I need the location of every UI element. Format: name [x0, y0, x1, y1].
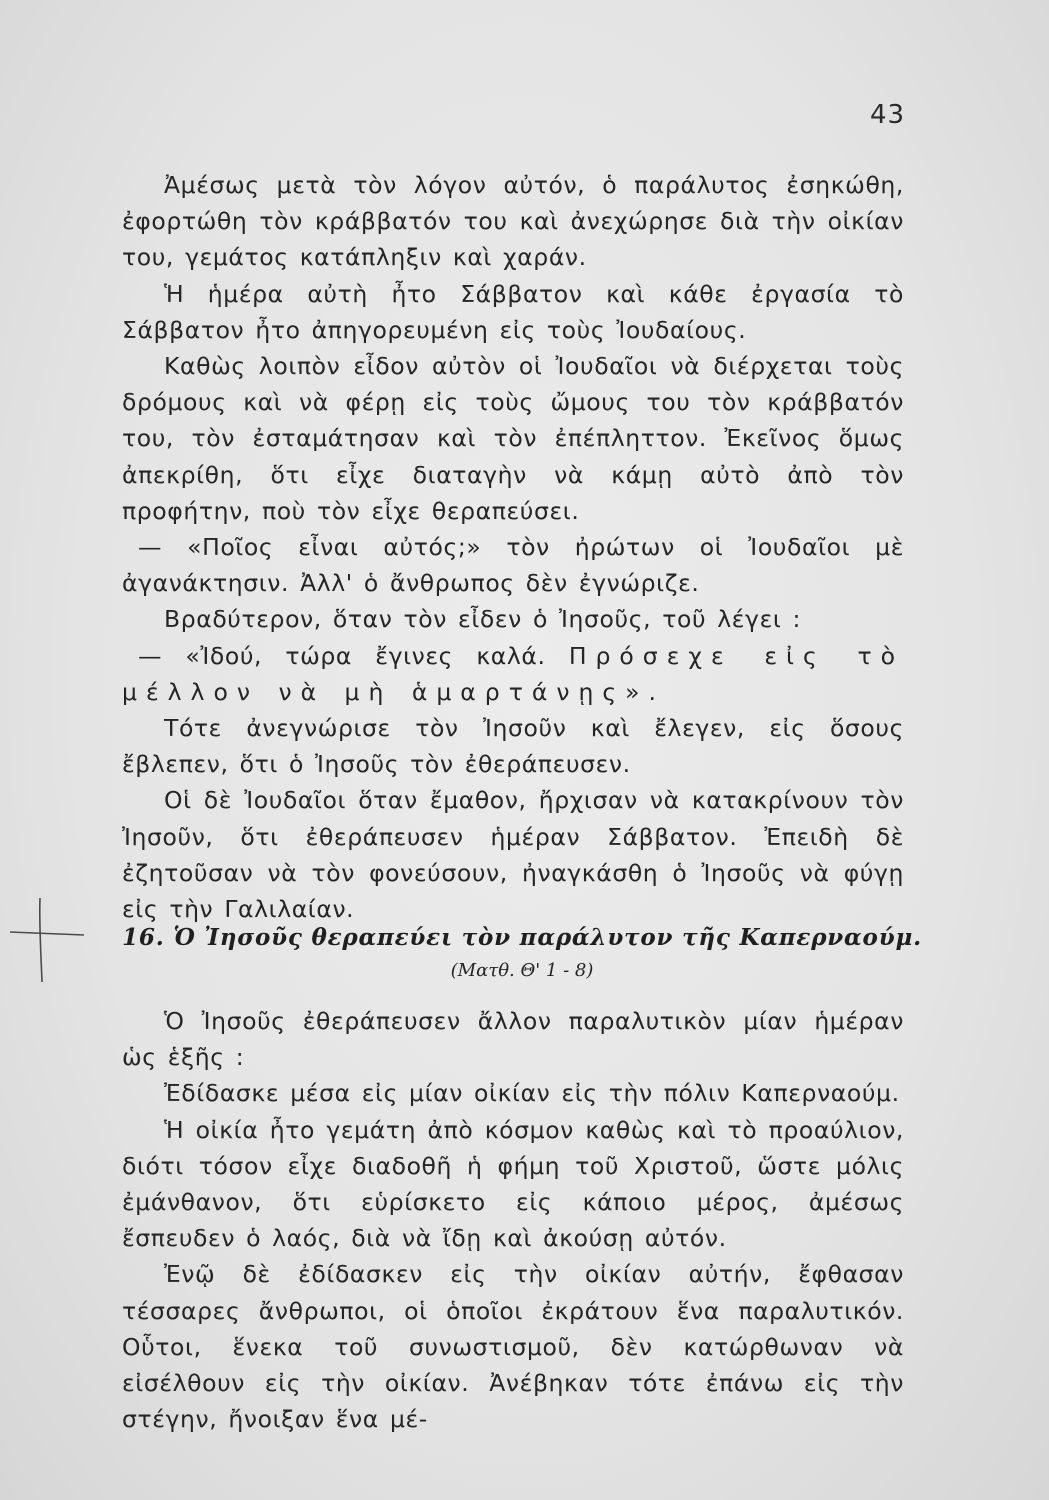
text-block-upper — [122, 167, 904, 927]
dialogue-paragraph — [122, 638, 904, 710]
page-number: 43 — [870, 100, 906, 130]
scripture-reference: (Ματθ. Θ' 1 - 8) — [450, 960, 594, 981]
emphasized-quote-text: Πρόσεχε εἰς τὸ μέλλον νὰ μὴ ἁμαρτάνῃς». — [122, 641, 904, 706]
text-block-lower — [122, 1003, 904, 1437]
section-heading: 16. Ὁ Ἰησοῦς θεραπεύει τὸν παράλυτον τῆς Καπερναούμ. — [122, 924, 922, 951]
quote-text: — «Ἰδού, τώρα ἔγινες καλά. — [138, 641, 546, 670]
pencil-margin-mark-icon — [6, 894, 86, 984]
dialogue-paragraph: — «Ποῖος εἶναι αὐτός;» τὸν ἠρώτων οἱ Ἰουδαῖοι μὲ ἀγανάκτησιν. Ἀλλ' ὁ ἄνθρωπος δὲν ἐγνώριζε. — [122, 533, 904, 598]
paragraph: Ἡ οἰκία ἦτο γεμάτη ἀπὸ κόσμον καθὼς καὶ τὸ προαύλιον, διότι τόσον εἶχε διαδοθῆ ἡ φήμη τοῦ Χριστοῦ, ὥστε μόλις ἐμάνθανον, ὅτι εὑρίσκετο εἰς κάποιο μέρος, ἀμέσως ἔσπευδεν ὁ λαός, διὰ νὰ ἴδῃ καὶ ἀκούσῃ αὐτόν. — [122, 1115, 904, 1253]
paragraph: Ἀμέσως μετὰ τὸν λόγον αὐτόν, ὁ παράλυτος ἐσηκώθη, ἐφορτώθη τὸν κράββατόν του καὶ ἀνεχώρησε διὰ τὴν οἰκίαν του, γεμάτος κατάπληξιν καὶ χαράν. — [122, 171, 904, 272]
paragraph: Βραδύτερον, ὅταν τὸν εἶδεν ὁ Ἰησοῦς, τοῦ λέγει : — [164, 605, 802, 634]
paragraph: Ἡ ἡμέρα αὐτὴ ἦτο Σάββατον καὶ κάθε ἐργασία τὸ Σάββατον ἦτο ἀπηγορευμένη εἰς τοὺς Ἰουδαίους. — [122, 279, 904, 344]
paragraph: Ἐδίδασκε μέσα εἰς μίαν οἰκίαν εἰς τὴν πόλιν Καπερναούμ. — [164, 1079, 900, 1108]
paragraph: Τότε ἀνεγνώρισε τὸν Ἰησοῦν καὶ ἔλεγεν, εἰς ὅσους ἔβλεπεν, ὅτι ὁ Ἰησοῦς τὸν ἐθεράπευσεν. — [122, 714, 904, 779]
paragraph: Καθὼς λοιπὸν εἶδον αὐτὸν οἱ Ἰουδαῖοι νὰ διέρχεται τοὺς δρόμους καὶ νὰ φέρῃ εἰς τοὺς ὤμους του τὸν κράββατόν του, τὸν ἐσταμάτησαν καὶ τὸν ἐπέπληττον. Ἐκεῖνος ὅμως ἀπεκρίθη, ὅτι εἶχε διαταγὴν νὰ κάμῃ αὐτὸ ἀπὸ τὸν προφήτην, ποὺ τὸν εἶχε θεραπεύσει. — [122, 352, 904, 525]
paragraph: Ἐνῷ δὲ ἐδίδασκεν εἰς τὴν οἰκίαν αὐτήν, ἔφθασαν τέσσαρες ἄνθρωποι, οἱ ὁποῖοι ἐκράτουν ἕνα παραλυτικόν. Οὗτοι, ἕνεκα τοῦ συνωστισμοῦ, δὲν κατώρθωναν νὰ εἰσέλθουν εἰς τὴν οἰκίαν. Ἀνέβηκαν τότε ἐπάνω εἰς τὴν στέγην, ἤνοιξαν ἕνα μέ- — [122, 1260, 904, 1434]
paragraph: Οἱ δὲ Ἰουδαῖοι ὅταν ἔμαθον, ἤρχισαν νὰ κατακρίνουν τὸν Ἰησοῦν, ὅτι ἐθεράπευσεν ἡμέραν Σάββατον. Ἐπειδὴ δὲ ἐζητοῦσαν νὰ τὸν φονεύσουν, ἠναγκάσθη ὁ Ἰησοῦς νὰ φύγῃ εἰς τὴν Γαλιλαίαν. — [122, 786, 904, 924]
paragraph: Ὁ Ἰησοῦς ἐθεράπευσεν ἄλλον παραλυτικὸν μίαν ἡμέραν ὡς ἑξῆς : — [122, 1007, 904, 1072]
